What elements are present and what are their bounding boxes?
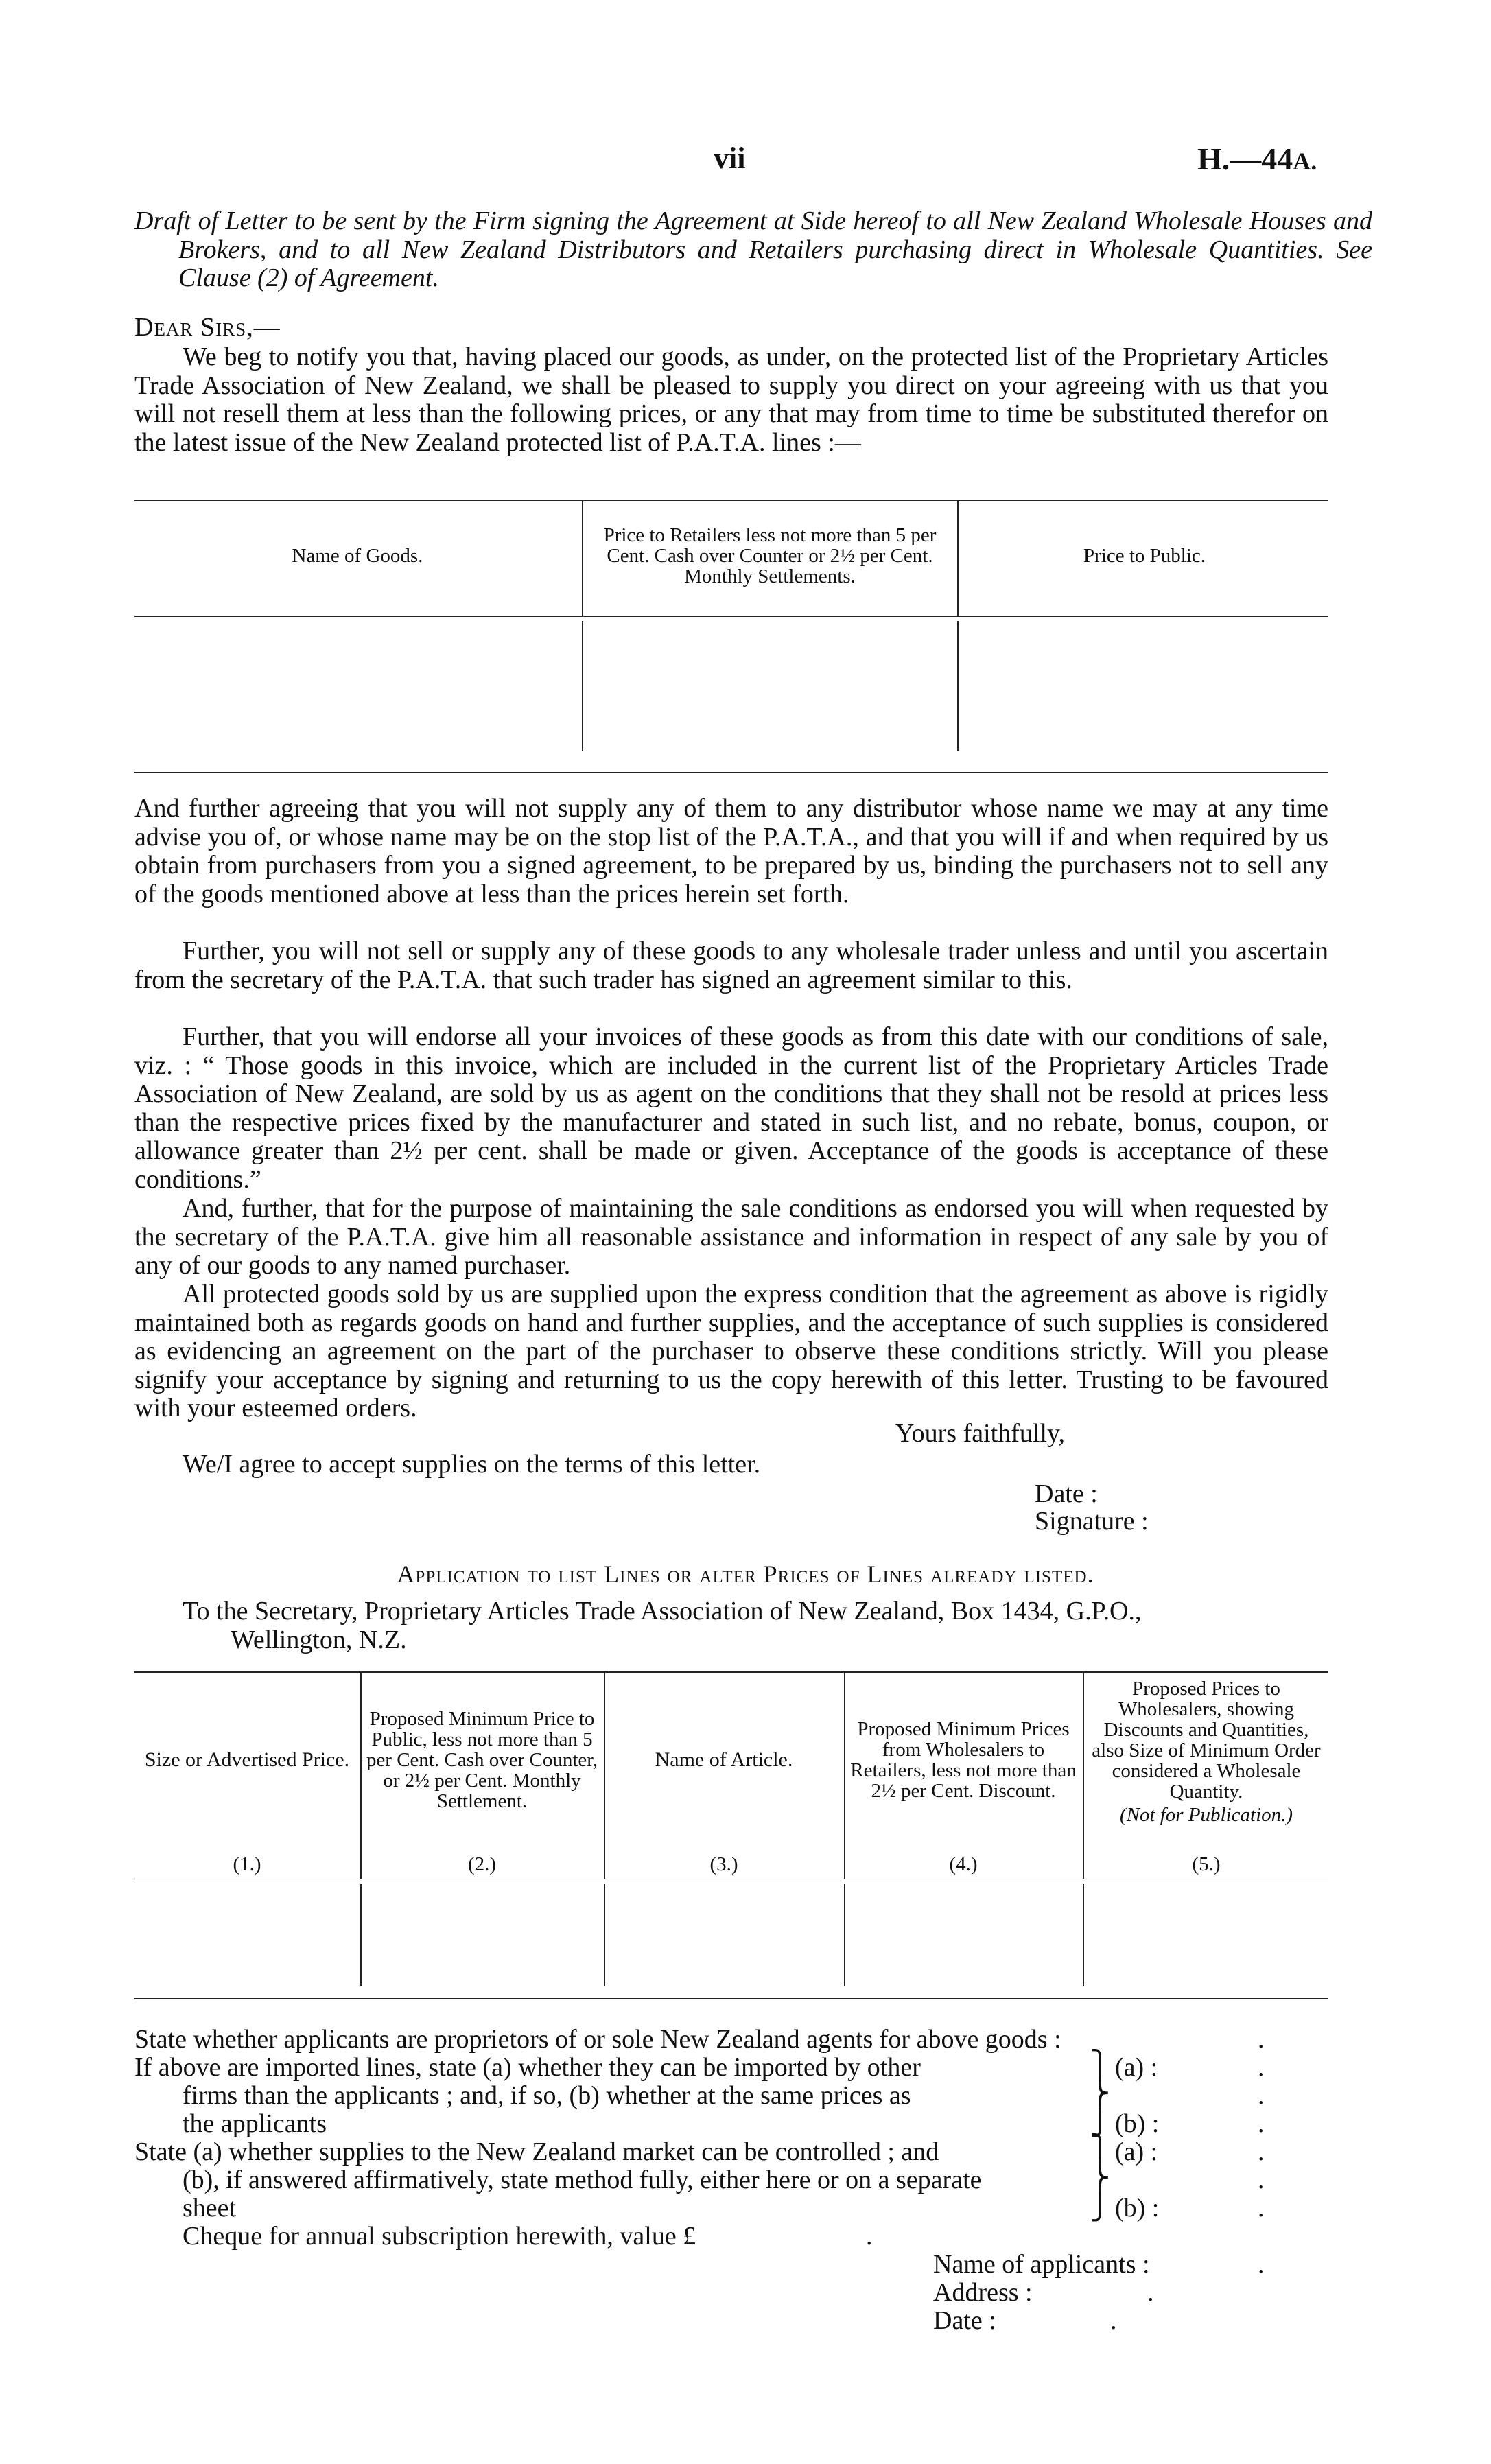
question-controlled-line-1: State (a) whether supplies to the New Zealand market can be controlled ; and: [134, 2137, 939, 2166]
table2-col-number-4: (4.): [949, 1853, 978, 1875]
answer-dot-1[interactable]: .: [1258, 2025, 1265, 2054]
imported-a-label: (a) :: [1115, 2053, 1158, 2082]
question-imported-line-3: the applicants: [183, 2109, 327, 2138]
table1-header-name-of-goods: Name of Goods.: [292, 545, 423, 567]
paragraph-wholesale-trader: Further, you will not sell or supply any of these goods to any wholesale trader unless and until you ascertain from the secretary of the P.A.T.A. that such trader has signed an agreement similar to this.: [134, 937, 1328, 994]
applicants-date-dot[interactable]: .: [1110, 2306, 1117, 2335]
table1-divider-1-body: [582, 621, 583, 751]
closing: Yours faithfully,: [895, 1419, 1066, 1448]
document-code: [1197, 141, 1317, 177]
question-imported-line-2: firms than the applicants ; and, if so, (b) whether at the same prices as: [183, 2081, 911, 2110]
answer-dot-4[interactable]: .: [1258, 2109, 1265, 2138]
page-number: vii: [714, 141, 746, 175]
table2-divider-1-body: [360, 1884, 362, 1986]
table2-header-min-price-public: Proposed Minimum Price to Public, less not more than 5 per Cent. Cash over Counter, or 2½ per Cent. Monthly Settlement.: [366, 1708, 598, 1812]
application-title: Application to list Lines or alter Prices of Lines already listed.: [397, 1560, 1094, 1588]
controlled-a-label: (a) :: [1115, 2137, 1158, 2166]
salutation: Dear Sirs,—: [134, 313, 281, 342]
table2-divider-2-body: [604, 1884, 605, 1986]
question-proprietors: State whether applicants are proprietors of or sole New Zealand agents for above goods :: [134, 2025, 1061, 2054]
table2-divider-1: [360, 1673, 362, 1879]
signature-field[interactable]: [1173, 1510, 1311, 1534]
document-code-main: H.—44: [1197, 141, 1293, 176]
table1-divider-2-body: [957, 621, 959, 751]
table1-header-rule: [134, 616, 1328, 617]
address-line-2: Wellington, N.Z.: [231, 1626, 407, 1654]
table2-col-number-2: (2.): [467, 1853, 497, 1875]
answer-dot-6[interactable]: .: [1258, 2166, 1265, 2194]
table2-divider-2: [604, 1673, 605, 1879]
table2-header-not-for-publication: (Not for Publication.): [1119, 1804, 1293, 1826]
table2-divider-3: [844, 1673, 845, 1879]
table2-top-rule: [134, 1671, 1328, 1673]
answer-dot-7[interactable]: .: [1258, 2194, 1265, 2222]
applicants-name-dot[interactable]: .: [1258, 2250, 1265, 2279]
table2-header-min-price-retailers: Proposed Minimum Prices from Wholesalers to Retailers, less not more than 2½ per Cent. Discount.: [850, 1718, 1077, 1802]
signature-label: Signature :: [1035, 1507, 1149, 1536]
paragraph-sale-conditions: And, further, that for the purpose of maintaining the sale conditions as endorsed you will when requested by the secretary of the P.A.T.A. give him all reasonable assistance and information in respect of any sale by you of any of our goods to any named purchaser.: [134, 1194, 1328, 1280]
intro-paragraph: We beg to notify you that, having placed our goods, as under, on the protected list of the Proprietary Articles Trade Association of New Zealand, we shall be pleased to supply you direct on your agreeing with us that you will not resell them at less than the following prices, or any that may from time to time be substituted therefor on the latest issue of the New Zealand protected list of P.A.T.A. lines :—: [134, 342, 1328, 457]
table1-header-price-to-public: Price to Public.: [1083, 545, 1206, 567]
question-imported-line-1: If above are imported lines, state (a) whether they can be imported by other: [134, 2053, 921, 2082]
table1-bottom-rule: [134, 772, 1328, 773]
table2-header-size: Size or Advertised Price.: [144, 1748, 350, 1771]
paragraph-protected-goods: All protected goods sold by us are supplied upon the express condition that the agreement as above is rigidly maintained both as regards goods on hand and further supplies, and the acceptance of such supplies is considered as evidencing an agreement on the part of the purchaser to observe these conditions strictly. Will you please signify your acceptance by signing and returning to us the copy herewith of this letter. Trusting to be favoured with your esteemed orders.: [134, 1280, 1328, 1422]
table2-col-number-5: (5.): [1192, 1853, 1221, 1875]
table2-col-number-1: (1.): [233, 1853, 261, 1875]
address-line-1: To the Secretary, Proprietary Articles Trade Association of New Zealand, Box 1434, G.P.O.,: [183, 1597, 1142, 1626]
agreement-statement: We/I agree to accept supplies on the terms of this letter.: [183, 1450, 761, 1479]
table2-divider-4: [1083, 1673, 1084, 1879]
brace-icon: ⎫ ⎬ ⎭: [1090, 2050, 1110, 2137]
cheque-dot[interactable]: .: [866, 2222, 873, 2251]
table1-divider-1: [582, 501, 583, 616]
question-controlled-line-3: sheet: [183, 2194, 237, 2222]
document-code-suffix: A.: [1293, 148, 1317, 175]
table2-divider-3-body: [844, 1884, 845, 1986]
answer-dot-5[interactable]: .: [1258, 2137, 1265, 2166]
brace-icon: ⎫ ⎬ ⎭: [1090, 2134, 1110, 2222]
applicants-address-dot[interactable]: .: [1147, 2278, 1154, 2307]
table2-divider-4-body: [1083, 1884, 1084, 1986]
imported-b-label: (b) :: [1115, 2109, 1160, 2138]
table2-header-wholesale-prices: [1086, 1678, 1326, 1825]
applicants-address-label: Address :: [933, 2278, 1033, 2307]
table2-header-wholesale-prices-text: Proposed Prices to Wholesalers, showing Discounts and Quantities, also Size of Minimum Order considered a Wholesale Quantity.: [1092, 1678, 1321, 1803]
date-label: Date :: [1035, 1479, 1098, 1508]
answer-dot-2[interactable]: .: [1258, 2053, 1265, 2082]
applicants-date-label: Date :: [933, 2306, 996, 2335]
answer-dot-3[interactable]: .: [1258, 2081, 1265, 2110]
controlled-b-label: (b) :: [1115, 2194, 1160, 2222]
question-controlled-line-2: (b), if answered affirmatively, state method fully, either here or on a separate: [183, 2166, 982, 2194]
paragraph-further-agreeing: And further agreeing that you will not supply any of them to any distributor whose name we may at any time advise you of, or whose name may be on the stop list of the P.A.T.A., and that you will if and when required by us obtain from purchasers from you a signed agreement, to be prepared by us, binding the purchasers not to sell any of the goods mentioned above at less than the prices herein set forth.: [134, 794, 1328, 908]
cheque-line: Cheque for annual subscription herewith, value £: [183, 2222, 696, 2251]
draft-title: Draft of Letter to be sent by the Firm signing the Agreement at Side hereof to all New Zealand Wholesale Houses and Brokers, and to all New Zealand Distributors and Retailers purchasing direct in Wholesale Quantities. See Clause (2) of Agreement.: [134, 207, 1372, 292]
table2-header-name-of-article: Name of Article.: [655, 1748, 793, 1771]
paragraph-invoice-endorsement: Further, that you will endorse all your invoices of these goods as from this date with our conditions of sale, viz. : “ Those goods in this invoice, which are included in the current list of the Proprietary Articles Trade Association of New Zealand, are sold by us as agent on the conditions that they shall not be resold at prices less than the respective prices fixed by the manufacturer and stated in such list, and no rebate, bonus, coupon, or allowance greater than 2½ per cent. shall be made or given. Acceptance of the goods is acceptance of these conditions.”: [134, 1022, 1328, 1194]
table1-header-price-to-retailers: Price to Retailers less not more than 5 per Cent. Cash over Counter or 2½ per Cent. Monthly Settlements.: [603, 524, 937, 587]
applicants-name-label: Name of applicants :: [933, 2250, 1150, 2279]
table1-divider-2: [957, 501, 959, 616]
date-field[interactable]: [1131, 1482, 1261, 1507]
table2-col-number-3: (3.): [709, 1853, 738, 1875]
table1-top-rule: [134, 500, 1328, 501]
table2-bottom-rule: [134, 1998, 1328, 1999]
